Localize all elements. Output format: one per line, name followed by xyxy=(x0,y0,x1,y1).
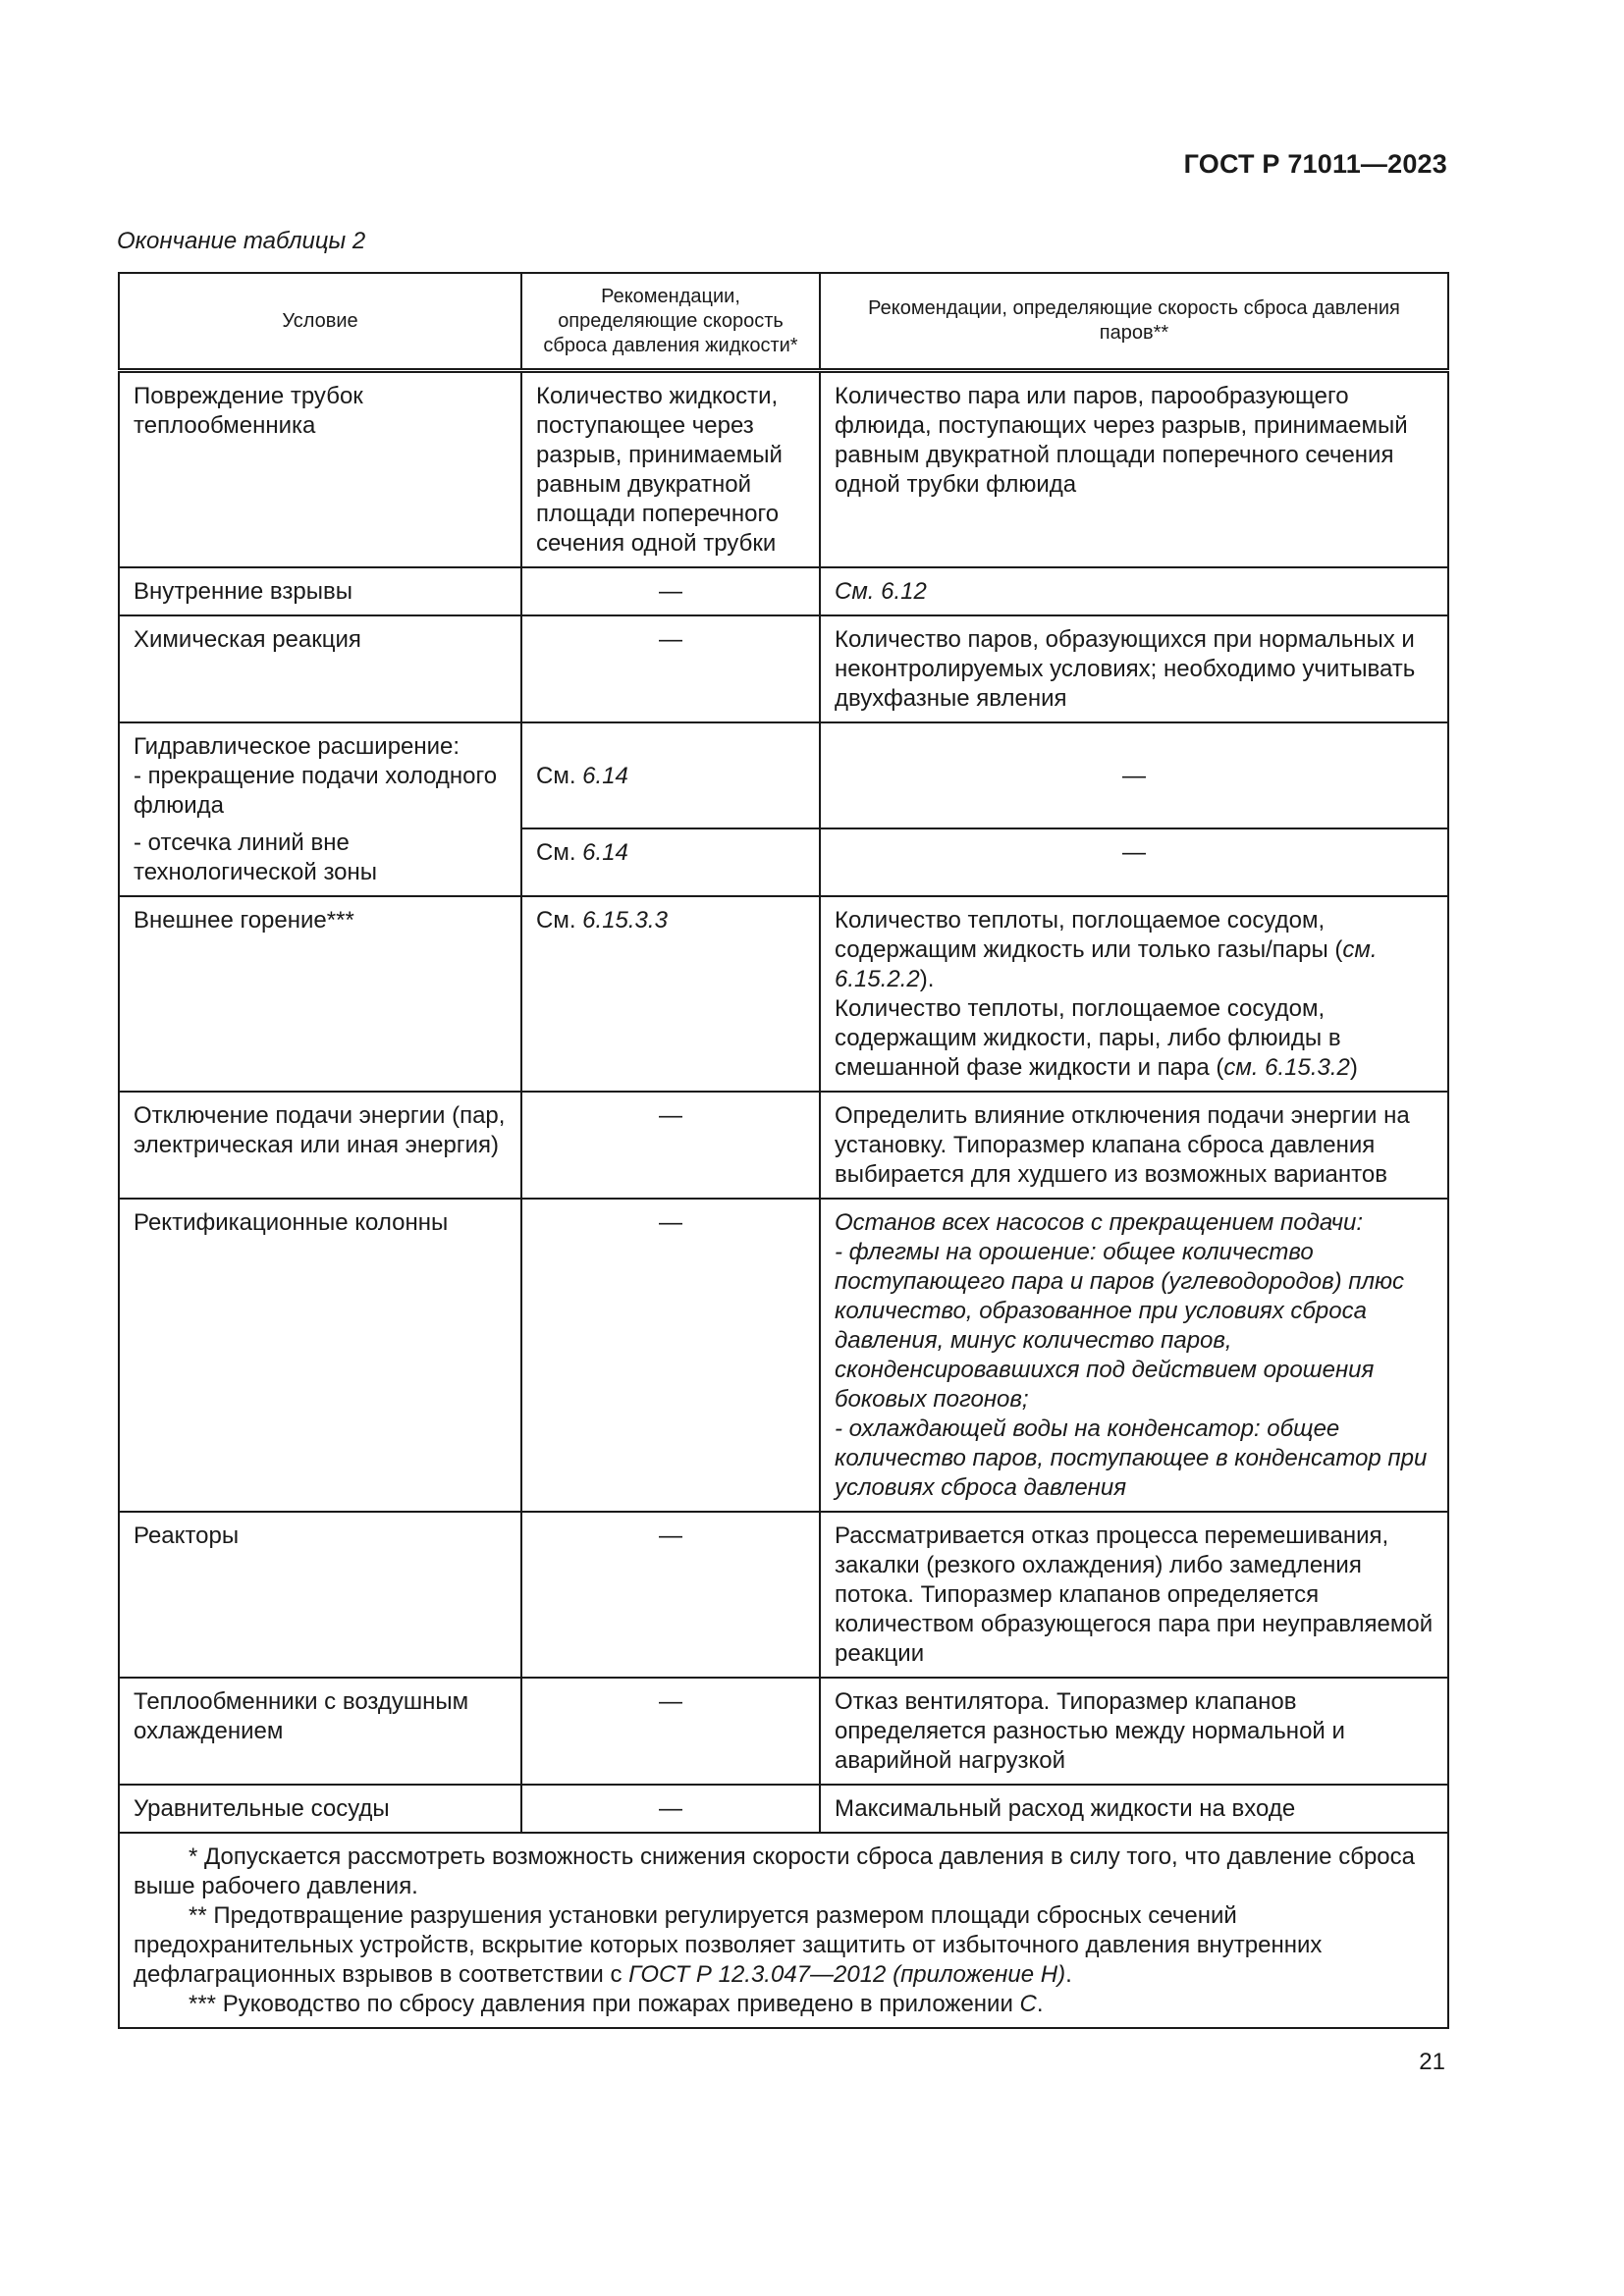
cell-vapor: Количество паров, образующихся при нормальных и неконтролируемых условиях; необходимо учитывать двухфазные явления xyxy=(820,615,1448,722)
cell-condition: - отсечка линий вне технологической зоны xyxy=(119,828,521,896)
header-condition: Условие xyxy=(119,273,521,371)
cell-vapor xyxy=(820,1199,1448,1512)
ref-link: см. 6.15.2.2 xyxy=(835,936,1378,992)
appendix-reference: С xyxy=(1019,1991,1037,2017)
cell-liquid: — xyxy=(521,567,820,615)
footnote-text: ** Предотвращение разрушения установки регулируется размером площади сбросных сечений предохранительных устройств, вскрытие которых позволяет защитить от избыточного давления внутренних дефлаграционных взрывов в соответствии с xyxy=(134,1902,1323,1988)
cell-liquid: — xyxy=(521,1092,820,1199)
table-row xyxy=(119,371,1448,568)
vapor-text: ). xyxy=(919,966,935,992)
ref-link: 6.14 xyxy=(582,762,628,789)
condition-title: Гидравлическое расширение: xyxy=(134,733,460,760)
table-row xyxy=(119,1092,1448,1199)
table-row xyxy=(119,828,1448,896)
table-row xyxy=(119,615,1448,722)
ref-prefix: См. xyxy=(536,839,576,866)
vapor-text: ) xyxy=(1349,1054,1358,1081)
document-code: ГОСТ Р 71011—2023 xyxy=(1183,149,1447,179)
cell-vapor: Количество пара или паров, парообразующего флюида, поступающих через разрыв, принимаемый равным двукратной площади поперечного сечения одной трубки флюида xyxy=(820,371,1448,568)
cell-condition: Внутренние взрывы xyxy=(119,567,521,615)
table-row xyxy=(119,1199,1448,1512)
cell-condition: Реакторы xyxy=(119,1512,521,1678)
cell-liquid: — xyxy=(521,1785,820,1833)
footnote-2 xyxy=(134,1901,1434,1990)
ref-link: см. 6.15.3.2 xyxy=(1223,1054,1350,1081)
footnote-text: . xyxy=(1036,1991,1044,2017)
ref-prefix: См. xyxy=(536,907,576,934)
cell-condition: Теплообменники с воздушным охлаждением xyxy=(119,1678,521,1785)
cell-vapor: См. 6.12 xyxy=(820,567,1448,615)
cell-liquid xyxy=(521,722,820,828)
cell-vapor: Максимальный расход жидкости на входе xyxy=(820,1785,1448,1833)
page-number: 21 xyxy=(1419,2049,1445,2075)
cell-condition: Уравнительные сосуды xyxy=(119,1785,521,1833)
ref-link: 6.14 xyxy=(582,839,628,866)
table-row xyxy=(119,1785,1448,1833)
vapor-line: - флегмы на орошение: общее количество поступающего пара и паров (углеводородов) плюс количество, образованное при условиях сброса давления, минус количество паров, сконденсировавшихся под действием орошения боковых погонов; xyxy=(835,1239,1405,1413)
table-row xyxy=(119,567,1448,615)
table-caption: Окончание таблицы 2 xyxy=(117,228,366,254)
table-notes xyxy=(119,1833,1448,2028)
vapor-line: Останов всех насосов с прекращением подачи: xyxy=(835,1209,1364,1236)
vapor-text: Количество теплоты, поглощаемое сосудом, содержащим жидкости, пары, либо флюиды в смешанной фазе жидкости и пара ( xyxy=(835,995,1341,1081)
recommendations-table xyxy=(118,272,1449,2029)
table-header-row xyxy=(119,273,1448,371)
condition-sub-a: - прекращение подачи холодного флюида xyxy=(134,763,498,819)
header-liquid: Рекомендации, определяющие скорость сброса давления жидкости* xyxy=(521,273,820,371)
footnote-text: . xyxy=(1065,1961,1072,1988)
cell-vapor: Рассматривается отказ процесса перемешивания, закалки (резкого охлаждения) либо замедления потока. Типоразмер клапанов определяется количеством образующегося пара при неуправляемой реакции xyxy=(820,1512,1448,1678)
vapor-line: - охлаждающей воды на конденсатор: общее количество паров, поступающее в конденсатор при условиях сброса давления xyxy=(835,1415,1428,1501)
table-row xyxy=(119,896,1448,1092)
footnote-3 xyxy=(134,1990,1434,2019)
standard-reference: ГОСТ Р 12.3.047—2012 (приложение Н) xyxy=(628,1961,1066,1988)
footnote-1: * Допускается рассмотреть возможность снижения скорости сброса давления в силу того, что давление сброса выше рабочего давления. xyxy=(134,1843,1415,1899)
cell-condition: Отключение подачи энергии (пар, электрическая или иная энергия) xyxy=(119,1092,521,1199)
cell-vapor: Определить влияние отключения подачи энергии на установку. Типоразмер клапана сброса давления выбирается для худшего из возможных вариантов xyxy=(820,1092,1448,1199)
cell-liquid: — xyxy=(521,1512,820,1678)
ref-link: 6.15.3.3 xyxy=(582,907,668,934)
cell-condition: Повреждение трубок теплообменника xyxy=(119,371,521,568)
cell-liquid: — xyxy=(521,1678,820,1785)
header-vapor: Рекомендации, определяющие скорость сброса давления паров** xyxy=(820,273,1448,371)
table-row xyxy=(119,722,1448,828)
cell-vapor: — xyxy=(820,828,1448,896)
ref-prefix: См. xyxy=(536,762,576,789)
cell-vapor: Отказ вентилятора. Типоразмер клапанов определяется разностью между нормальной и аварийной нагрузкой xyxy=(820,1678,1448,1785)
cell-liquid: — xyxy=(521,1199,820,1512)
cell-condition: Внешнее горение*** xyxy=(119,896,521,1092)
cell-liquid xyxy=(521,828,820,896)
cell-vapor xyxy=(820,896,1448,1092)
cell-liquid xyxy=(521,896,820,1092)
cell-condition xyxy=(119,722,521,828)
cell-condition: Химическая реакция xyxy=(119,615,521,722)
table-row xyxy=(119,1512,1448,1678)
table-row xyxy=(119,1678,1448,1785)
cell-condition: Ректификационные колонны xyxy=(119,1199,521,1512)
cell-vapor: — xyxy=(820,722,1448,828)
footnote-text: *** Руководство по сбросу давления при пожарах приведено в приложении xyxy=(189,1991,1020,2017)
table-notes-row xyxy=(119,1833,1448,2028)
cell-liquid: Количество жидкости, поступающее через разрыв, принимаемый равным двукратной площади поперечного сечения одной трубки xyxy=(521,371,820,568)
vapor-text: Количество теплоты, поглощаемое сосудом, содержащим жидкость или только газы/пары ( xyxy=(835,907,1343,963)
cell-liquid: — xyxy=(521,615,820,722)
